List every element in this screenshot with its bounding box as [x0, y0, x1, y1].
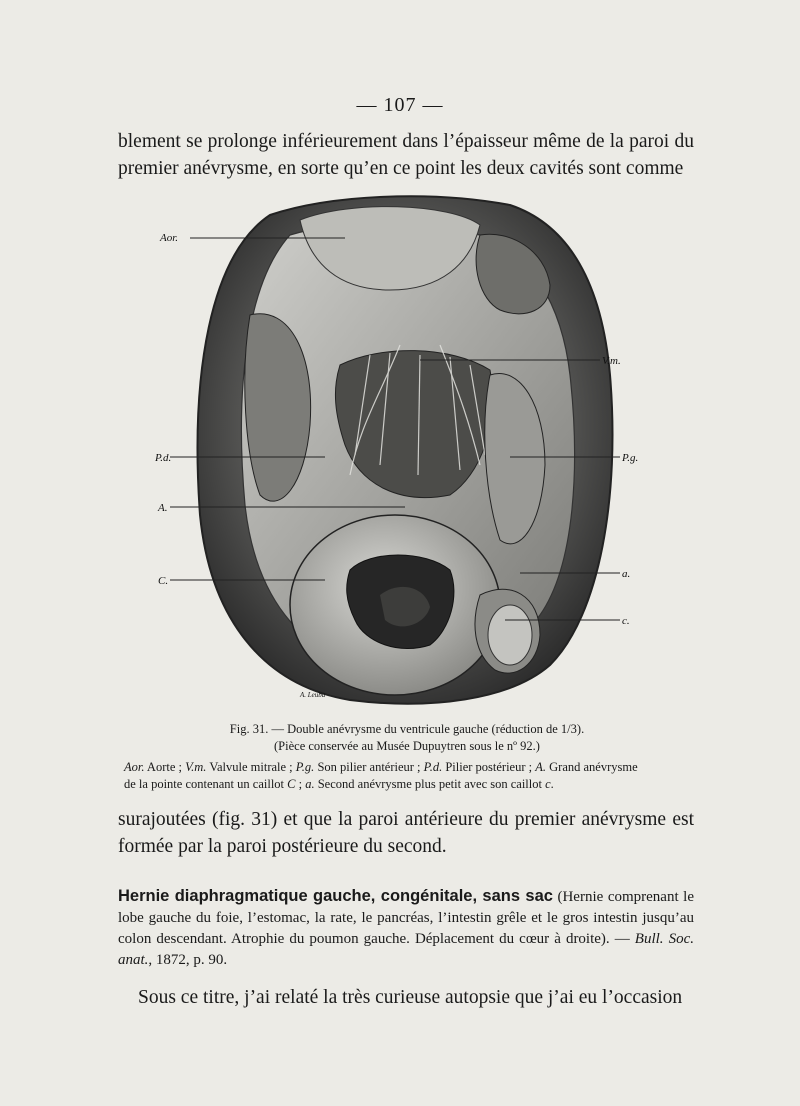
label-c-big: C.	[158, 575, 169, 587]
paragraph-middle: surajoutées (fig. 31) et que la paroi antérieure du premier anévrysme est formée par la paroi postérieure du second.	[118, 809, 694, 857]
engraver-signature: A. Leuba	[300, 691, 326, 699]
label-c-small: c.	[622, 615, 630, 627]
section-title: Hernie diaphragmatique gauche, congénitale, sans sac	[118, 887, 553, 905]
figure-caption-title: Fig. 31. — Double anévrysme du ventricule gauche (réduction de 1/3).	[229, 722, 585, 736]
section-description: (Hernie comprenant le lobe gauche du foie, l’estomac, la rate, le pancréas, l’intestin grêle et le gros intestin jusqu’au colon descendant. Atrophie du poumon gauche. Déplacement du cœur à droite). —	[118, 889, 695, 947]
label-pg: P.g.	[622, 452, 639, 464]
label-a-small: a.	[622, 568, 631, 580]
section-reference-end: , 1872, p. 90.	[148, 952, 228, 968]
page-number: — 107 —	[356, 94, 444, 116]
figure-heart-illustration	[150, 195, 650, 715]
label-vm: V.m.	[602, 355, 621, 367]
figure-legend: Aor. Aorte ; V.m. Valvule mitrale ; P.g. Son pilier antérieur ; P.d. Pilier postérieur ; A. Grand anévrysme de la pointe contenant un caillot C ; a. Second anévrysme plus petit avec son caillot c.	[124, 760, 638, 791]
label-pd: P.d.	[155, 452, 172, 464]
paragraph-top: blement se prolonge inférieurement dans l’épaisseur même de la paroi du premier anévrysme, en sorte qu’en ce point les deux cavités sont comme	[118, 131, 694, 179]
label-aor: Aor.	[160, 232, 179, 244]
heart-engraving	[150, 195, 650, 715]
legend-aor-abbr: Aor.	[124, 760, 145, 774]
section-reference-journal: Bull. Soc. anat.	[118, 931, 695, 968]
figure-caption-source: (Pièce conservée au Musée Dupuytren sous le nº 92.)	[274, 739, 540, 753]
label-a-big: A.	[158, 502, 168, 514]
section-hernie	[118, 886, 694, 971]
paragraph-last: Sous ce titre, j’ai relaté la très curieuse autopsie que j’ai eu l’occasion	[138, 987, 683, 1008]
